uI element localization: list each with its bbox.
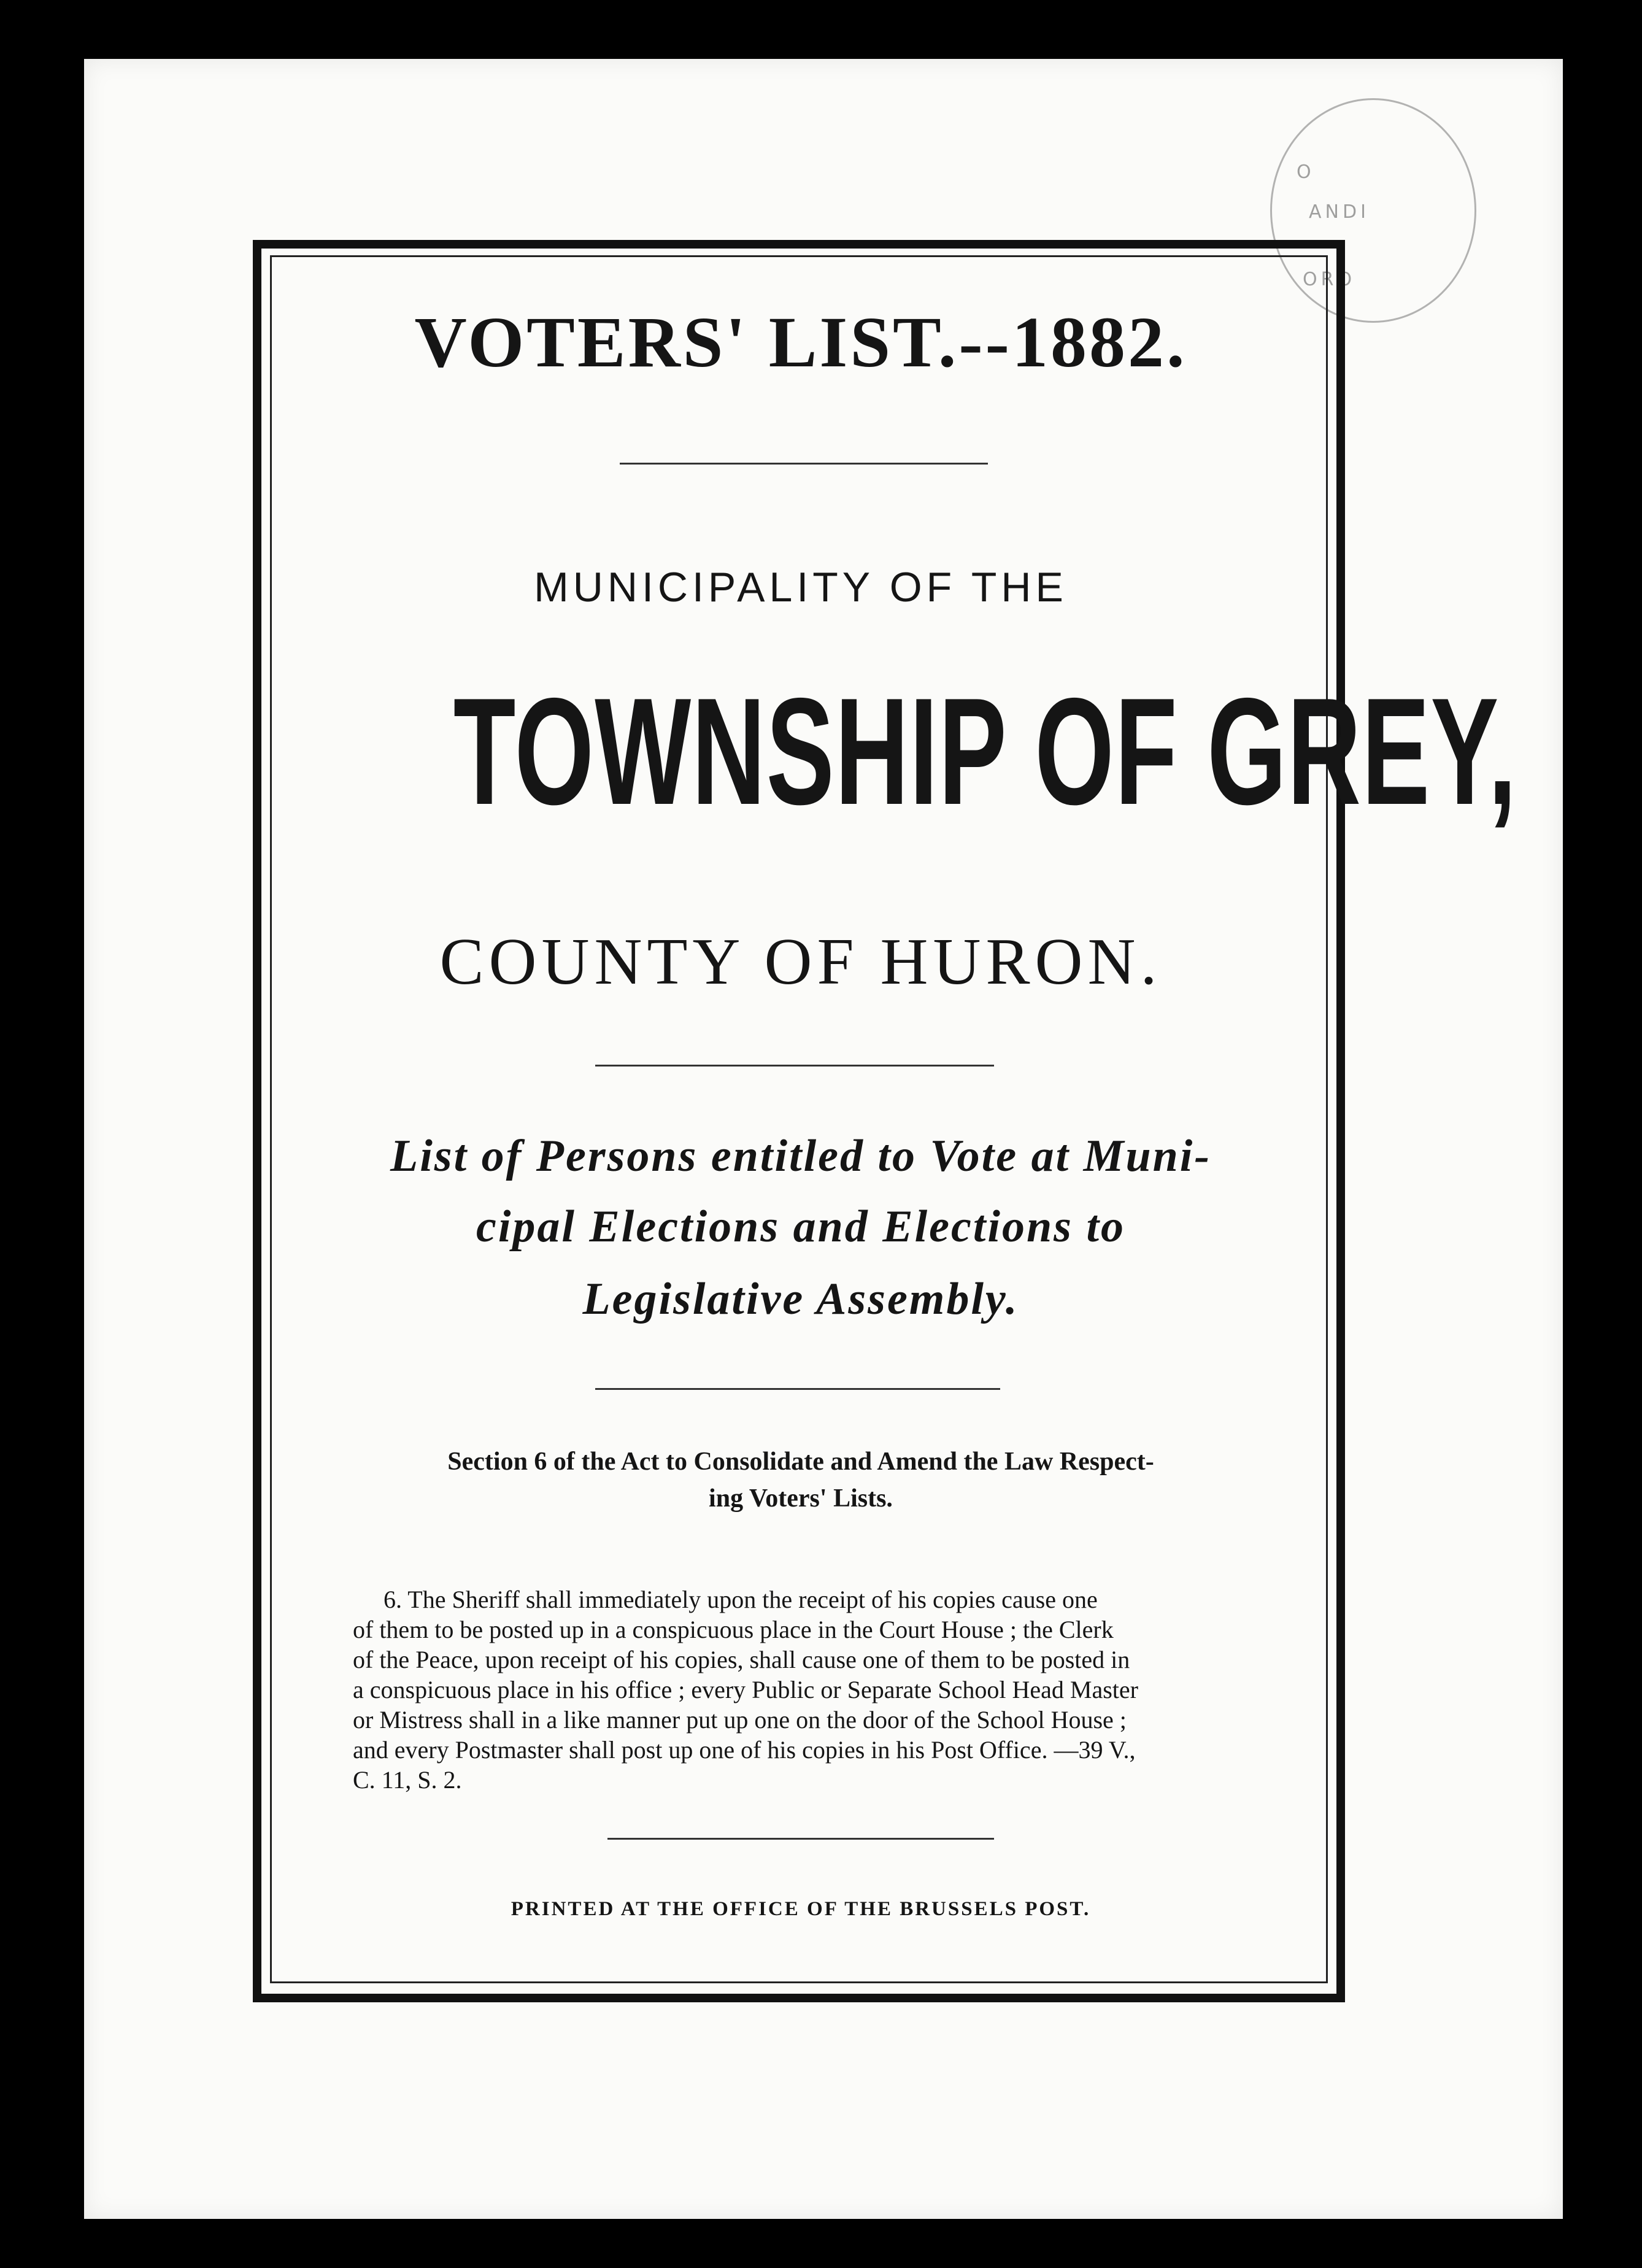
section-heading-line: ing Voters' Lists. (709, 1484, 893, 1513)
document-title: VOTERS' LIST.--1882. (414, 302, 1187, 382)
divider-rule (607, 1838, 994, 1840)
municipality-heading: MUNICIPALITY OF THE (534, 564, 1068, 611)
stamp-text: O (1297, 161, 1315, 183)
section-heading-line: Section 6 of the Act to Consolidate and Amend the Law Respect- (447, 1448, 1154, 1476)
printer-imprint: PRINTED AT THE OFFICE OF THE BRUSSELS POST. (511, 1898, 1091, 1920)
list-description-line: List of Persons entitled to Vote at Muni- (390, 1131, 1211, 1181)
list-description-line: Legislative Assembly. (582, 1274, 1019, 1324)
divider-rule (595, 1388, 1000, 1390)
county-name: COUNTY OF HURON. (439, 925, 1162, 998)
stamp-text: ANDI (1309, 201, 1370, 223)
section-body-line: and every Postmaster shall post up one of his copies in his Post Office. —39 V., (353, 1736, 1136, 1764)
section-body-line: of the Peace, upon receipt of his copies, shall cause one of them to be posted in (353, 1646, 1130, 1673)
section-body-line: or Mistress shall in a like manner put up one on the door of the School House ; (353, 1706, 1127, 1734)
section-body-line: 6. The Sheriff shall immediately upon the receipt of his copies cause one (384, 1586, 1098, 1613)
section-body-line: of them to be posted up in a conspicuous place in the Court House ; the Clerk (353, 1616, 1114, 1643)
section-body-line: C. 11, S. 2. (353, 1766, 462, 1794)
township-name: TOWNSHIP OF GREY, (453, 666, 1517, 836)
list-description-line: cipal Elections and Elections to (476, 1202, 1126, 1252)
section-body-line: a conspicuous place in his office ; every Public or Separate School Head Master (353, 1676, 1138, 1703)
divider-rule (620, 463, 988, 465)
stamp-text: ORO (1303, 269, 1356, 290)
divider-rule (595, 1065, 994, 1066)
